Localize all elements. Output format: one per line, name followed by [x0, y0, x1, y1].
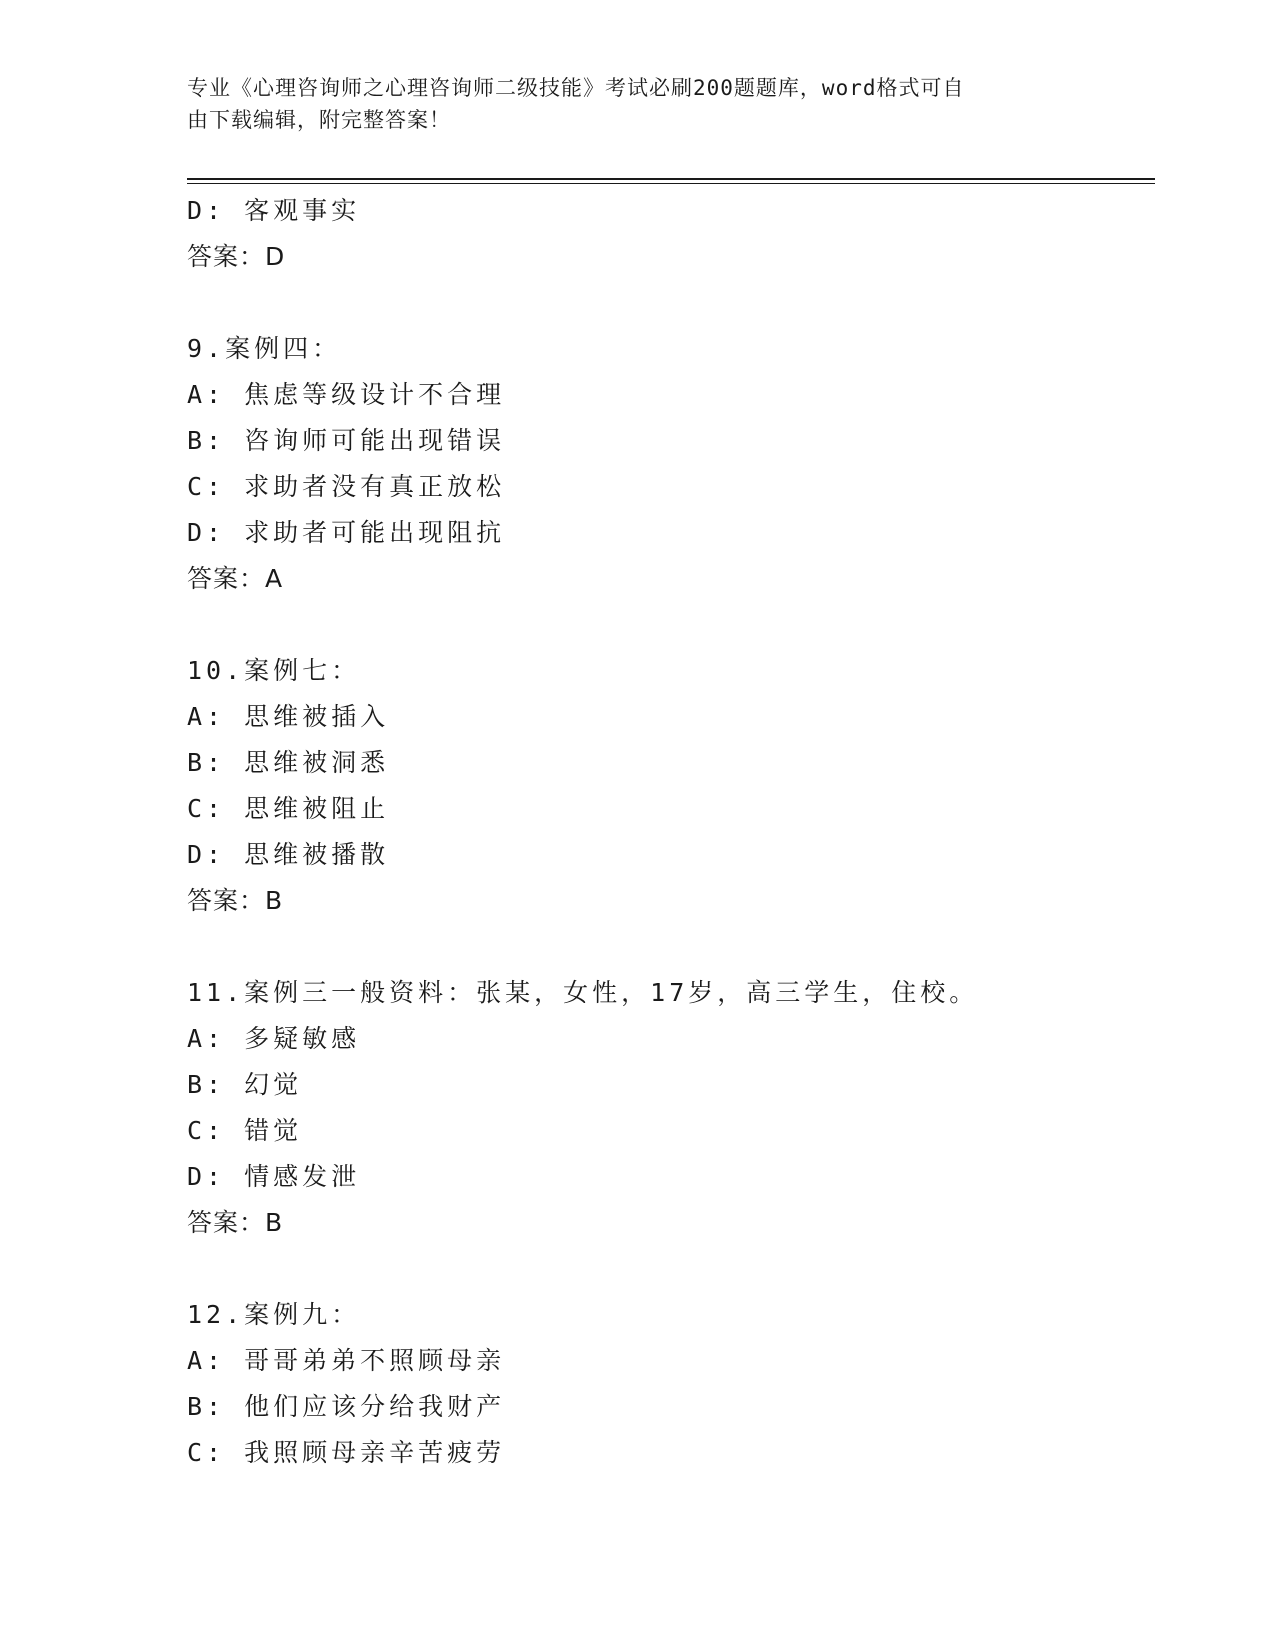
answer-value: B	[265, 886, 283, 915]
option-d: D: 情感发泄	[187, 1162, 361, 1191]
option-b: B: 他们应该分给我财产	[187, 1392, 506, 1421]
option-a: A: 哥哥弟弟不照顾母亲	[187, 1346, 506, 1375]
question-block-prev	[187, 188, 1155, 280]
header-line-1: 专业《心理咨询师之心理咨询师二级技能》考试必刷200题题库，word格式可自	[187, 76, 965, 100]
question-list	[187, 188, 1155, 1476]
answer-line	[187, 878, 1155, 924]
option-b: B: 幻觉	[187, 1070, 303, 1099]
header-divider-thick	[187, 178, 1155, 180]
answer-line	[187, 556, 1155, 602]
answer-value: D	[265, 242, 285, 271]
question-block-12	[187, 1292, 1155, 1476]
question-block-10	[187, 648, 1155, 924]
spacer	[187, 1246, 1155, 1292]
answer-label: 答案：	[187, 242, 266, 271]
question-block-9	[187, 326, 1155, 602]
question-title: 10.案例七：	[187, 656, 361, 685]
option-d: D: 思维被播散	[187, 840, 390, 869]
option-b: B: 咨询师可能出现错误	[187, 426, 506, 455]
question-title: 11.案例三一般资料：张某，女性，17岁，高三学生，住校。	[187, 978, 979, 1007]
spacer	[187, 280, 1155, 326]
answer-label: 答案：	[187, 886, 266, 915]
answer-line	[187, 1200, 1155, 1246]
answer-value: B	[265, 1208, 283, 1237]
answer-label: 答案：	[187, 1208, 266, 1237]
option-c: C: 求助者没有真正放松	[187, 472, 506, 501]
header-line-2: 由下载编辑，附完整答案！	[187, 108, 451, 132]
document-header	[187, 72, 1067, 136]
question-block-11	[187, 970, 1155, 1246]
option-c: C: 错觉	[187, 1116, 303, 1145]
answer-line	[187, 234, 1155, 280]
option-c: C: 思维被阻止	[187, 794, 390, 823]
answer-value: A	[265, 564, 283, 593]
spacer	[187, 924, 1155, 970]
option-a: A: 多疑敏感	[187, 1024, 361, 1053]
option-a: A: 思维被插入	[187, 702, 390, 731]
header-divider-thin	[187, 183, 1155, 184]
option-b: B: 思维被洞悉	[187, 748, 390, 777]
option-a: A: 焦虑等级设计不合理	[187, 380, 506, 409]
question-title: 9.案例四：	[187, 334, 342, 363]
question-title: 12.案例九：	[187, 1300, 361, 1329]
answer-label: 答案：	[187, 564, 266, 593]
spacer	[187, 602, 1155, 648]
option-d: D: 求助者可能出现阻抗	[187, 518, 506, 547]
option-c: C: 我照顾母亲辛苦疲劳	[187, 1438, 506, 1467]
option-d: D: 客观事实	[187, 196, 361, 225]
